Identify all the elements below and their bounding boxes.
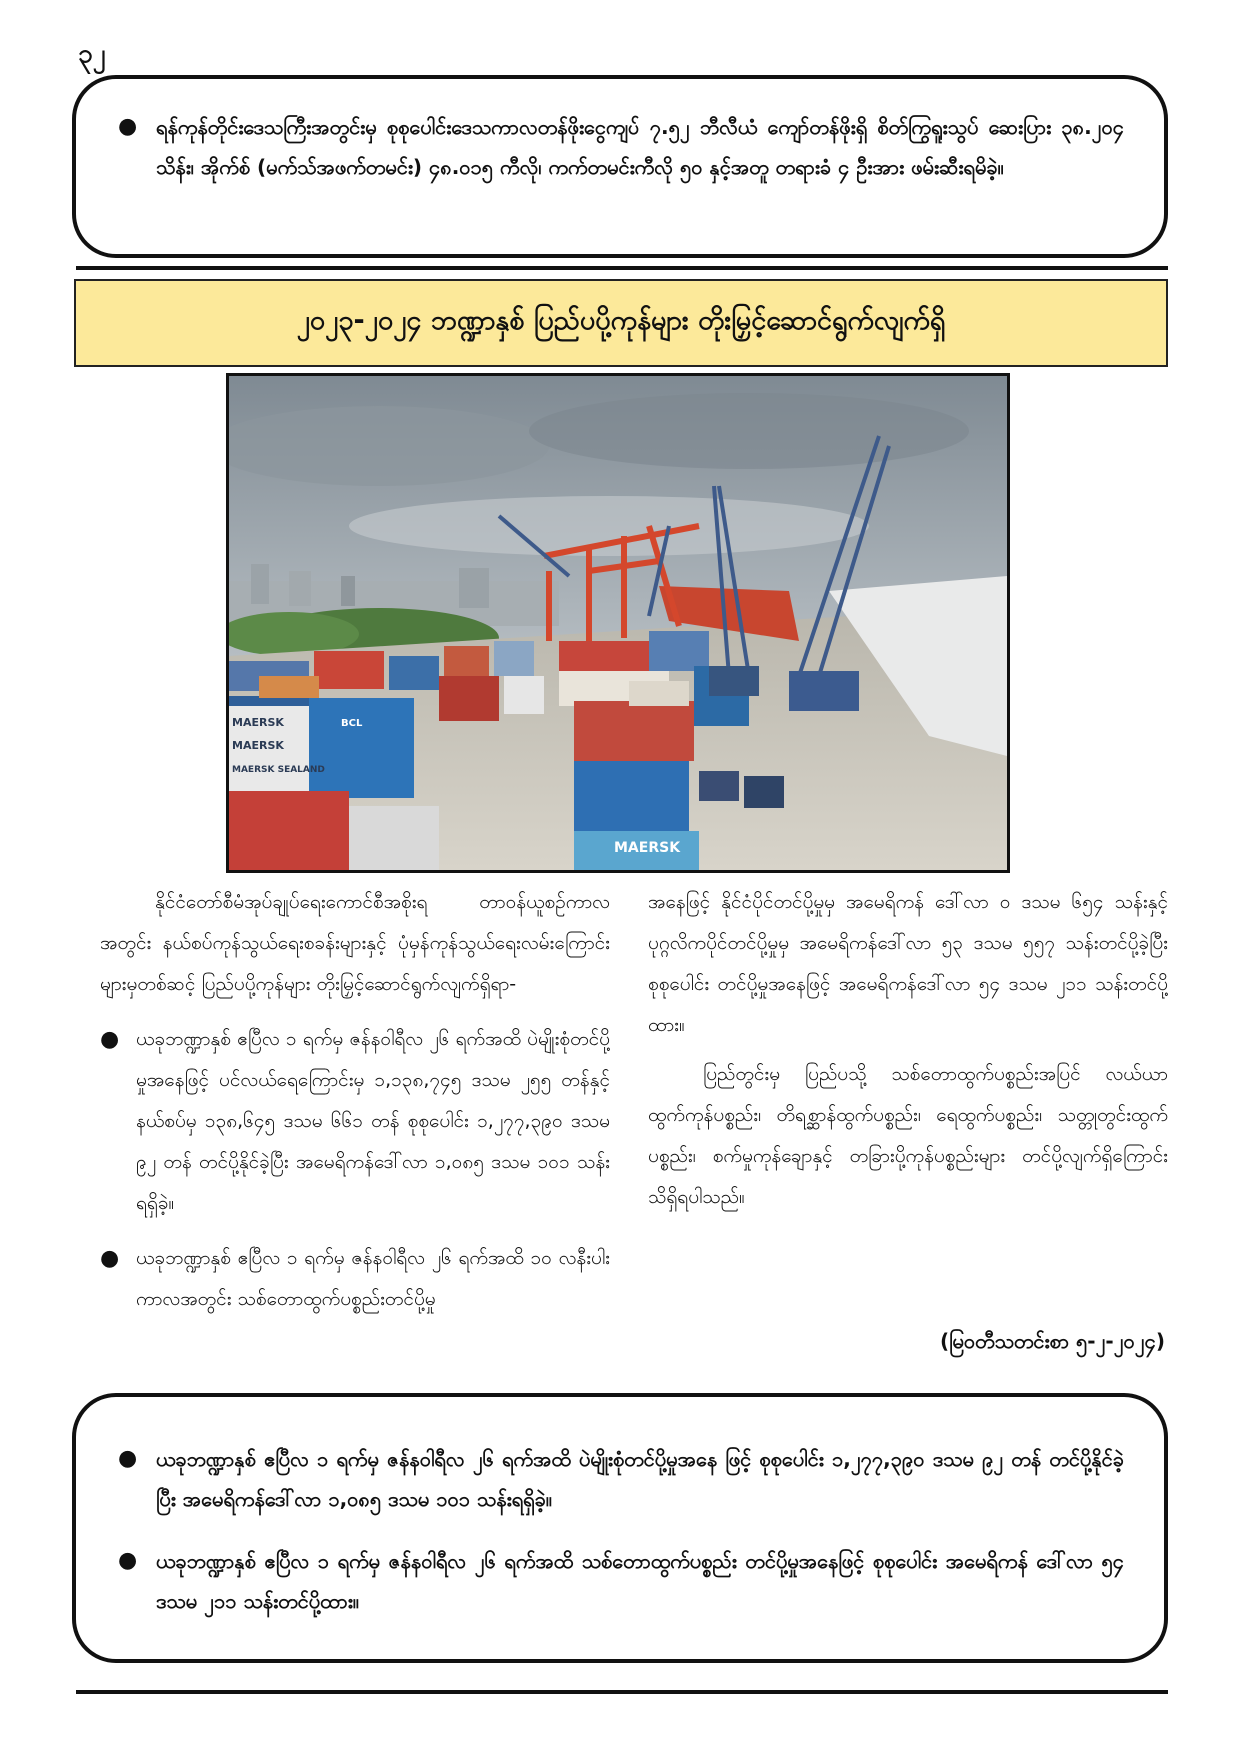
bullet-icon: ● <box>118 1446 138 1471</box>
container-label: BCL <box>341 718 363 729</box>
article-bullet-text: ယခုဘဏ္ဍာနှစ် ဧပြီလ ၁ ရက်မှ ဇန်နဝါရီလ ၂၆ ရက်အထိ ပဲမျိုးစုံတင်ပို့မှုအနေဖြင့် ပင်လယ်ရေကြောင်းမှ ၁,၁၃၈,၇၄၅ ဒသမ ၂၅၅ တန်နှင့် နယ်စပ်မှ ၁၃၈,၆၄၅ ဒသမ ၆၆၁ တန် စုစုပေါင်း ၁,၂၇၇,၃၉၀ ဒသမ ၉၂ တန် တင်ပို့နိုင်ခဲ့ပြီး အမေရိကန်ဒေါ်လာ ၁,၀၈၅ ဒသမ ၁၀၁ သန်းရရှိခဲ့။ <box>136 1028 610 1214</box>
article-headline: ၂၀၂၃-၂၀၂၄ ဘဏ္ဍာနှစ် ပြည်ပပို့ကုန်များ တိုးမြှင့်ဆောင်ရွက်လျက်ရှိ <box>74 279 1168 367</box>
article-paragraph: ပြည်တွင်းမှ ပြည်ပသို့ သစ်တောထွက်ပစ္စည်းအပြင် လယ်ယာထွက်ကုန်ပစ္စည်း၊ တိရစ္ဆာန်ထွက်ပစ္စည်း၊ ရေထွက်ပစ္စည်း၊ သတ္တုတွင်းထွက်ပစ္စည်း၊ စက်မှုကုန်ချောနှင့် တခြားပို့ကုန်ပစ္စည်းများ တင်ပို့လျက်ရှိကြောင်း သိရှိရပါသည်။ <box>648 1063 1168 1208</box>
list-item <box>100 1238 610 1320</box>
container-label: MAERSK <box>232 716 284 729</box>
article-left-column <box>100 882 610 1320</box>
list-item <box>100 1019 610 1224</box>
bullet-icon: ● <box>118 1548 138 1573</box>
container-label: MAERSK SEALAND <box>232 765 325 775</box>
article-right-column <box>648 882 1168 1226</box>
bullet-icon: ● <box>118 114 138 139</box>
list-item <box>118 107 1124 187</box>
container-label: MAERSK <box>232 739 284 752</box>
summary-text: ယခုဘဏ္ဍာနှစ် ဧပြီလ ၁ ရက်မှ ဇန်နဝါရီလ ၂၆ ရက်အထိ ပဲမျိုးစုံတင်ပို့မှုအနေ ဖြင့် စုစုပေါင်း ၁,၂၇၇,၃၉၀ ဒသမ ၉၂ တန် တင်ပို့နိုင်ခဲ့ပြီး အမေရိကန်ဒေါ်လာ ၁,၀၈၅ ဒသမ ၁၀၁ သန်းရရှိခဲ့။ <box>156 1447 1124 1511</box>
page-number: ၃၂ <box>78 39 106 69</box>
container-label: MAERSK <box>614 840 681 856</box>
article-bullet-text: ယခုဘဏ္ဍာနှစ် ဧပြီလ ၁ ရက်မှ ဇန်နဝါရီလ ၂၆ ရက်အထိ ၁၀ လနီးပါးကာလအတွင်း သစ်တောထွက်ပစ္စည်းတင်ပို့မှု <box>136 1247 610 1310</box>
port-photo <box>226 373 1010 873</box>
bullet-icon: ● <box>100 1027 120 1052</box>
bottom-summary-box <box>72 1393 1168 1663</box>
top-summary-box <box>72 75 1168 258</box>
summary-text: ရန်ကုန်တိုင်းဒေသကြီးအတွင်းမှ စုစုပေါင်းဒေသကာလတန်ဖိုးငွေကျပ် ၇.၅၂ ဘီလီယံ ကျော်တန်ဖိုးရှိ စိတ်ကြွရူးသွပ် ဆေးပြား ၃၈.၂၀၄ သိန်း၊ အိုက်စ် (မက်သ်အဖက်တမင်း) ၄၈.၀၁၅ ကီလို၊ ကက်တမင်းကီလို ၅၀ နှင့်အတူ တရားခံ ၄ ဦးအား ဖမ်းဆီးရမိခဲ့။ <box>156 115 1124 179</box>
article-paragraph: အနေဖြင့် နိုင်ငံပိုင်တင်ပို့မှုမှ အမေရိကန် ဒေါ်လာ ၀ ဒသမ ၆၅၄ သန်းနှင့် ပုဂ္ဂလိကပိုင်တင်ပို့မှုမှ အမေရိကန်ဒေါ်လာ ၅၃ ဒသမ ၅၅၇ သန်းတင်ပို့ခဲ့ပြီး စုစုပေါင်း တင်ပို့မှုအနေဖြင့် အမေရိကန်ဒေါ်လာ ၅၄ ဒသမ ၂၁၁ သန်းတင်ပို့ထား။ <box>648 891 1168 1036</box>
divider <box>76 266 1168 270</box>
list-item <box>118 1541 1124 1621</box>
article-intro: နိုင်ငံတော်စီမံအုပ်ချုပ်ရေးကောင်စီအစိုးရ တာဝန်ယူစဉ်ကာလအတွင်း နယ်စပ်ကုန်သွယ်ရေးစခန်းများနှင့် ပုံမှန်ကုန်သွယ်ရေးလမ်းကြောင်းများမှတစ်ဆင့် ပြည်ပပို့ကုန်များ တိုးမြှင့်ဆောင်ရွက်လျက်ရှိရာ- <box>100 891 610 995</box>
summary-text: ယခုဘဏ္ဍာနှစ် ဧပြီလ ၁ ရက်မှ ဇန်နဝါရီလ ၂၆ ရက်အထိ သစ်တောထွက်ပစ္စည်း တင်ပို့မှုအနေဖြင့် စုစုပေါင်း အမေရိကန် ဒေါ်လာ ၅၄ ဒသမ ၂၁၁ သန်းတင်ပို့ထား။ <box>156 1549 1124 1613</box>
list-item <box>118 1439 1124 1519</box>
divider <box>76 1690 1168 1694</box>
bullet-icon: ● <box>100 1246 120 1271</box>
article-source: (မြဝတီသတင်းစာ ၅-၂-၂၀၂၄) <box>939 1329 1165 1353</box>
